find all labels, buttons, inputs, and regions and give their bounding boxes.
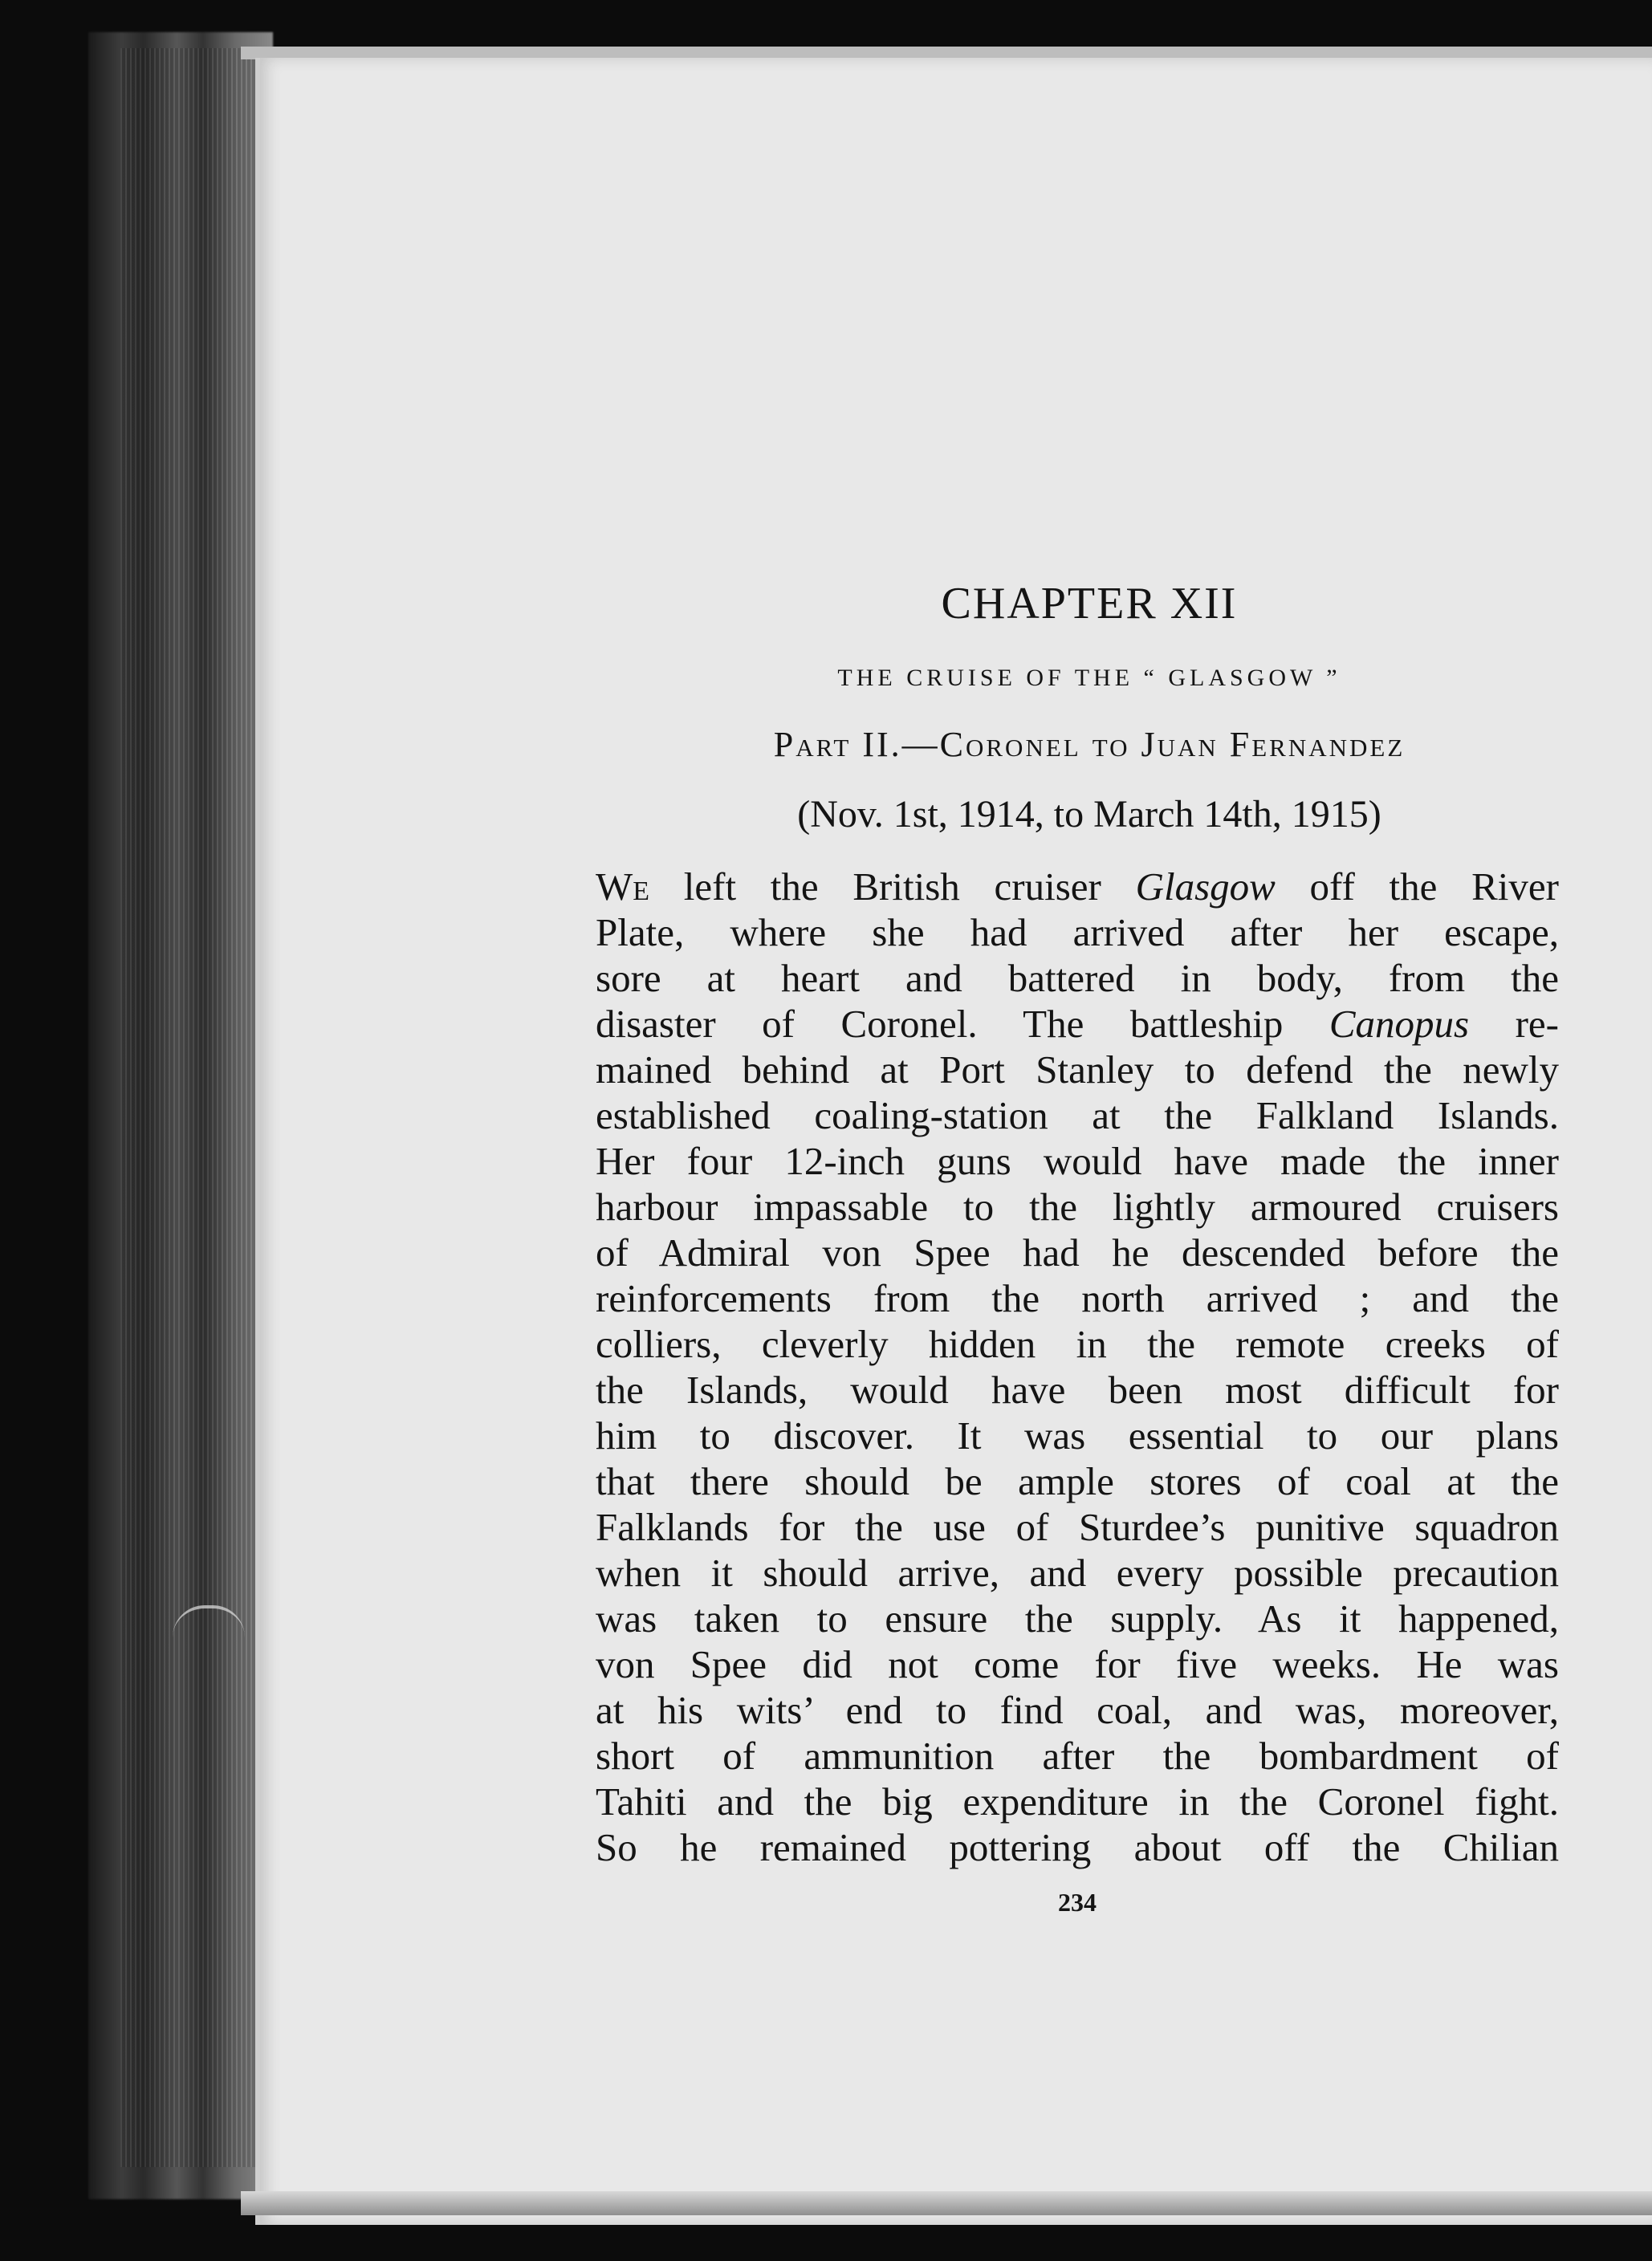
date-range: (Nov. 1st, 1914, to March 14th, 1915) xyxy=(797,793,1381,836)
page-number: 234 xyxy=(1058,1888,1097,1917)
part-heading: Part II.—Coronel to Juan Fernandez xyxy=(773,725,1406,764)
page-edges xyxy=(120,48,265,2167)
text-line: harbour impassable to the lightly armoured cruisers xyxy=(596,1185,1559,1229)
text-fragment: disaster of Coronel. The battleship xyxy=(596,1002,1329,1046)
first-word: We xyxy=(596,864,650,909)
text-line: established coaling-station at the Falkland Islands. xyxy=(596,1093,1559,1137)
text-line: the Islands, would have been most difficult for xyxy=(596,1368,1559,1412)
body-paragraph xyxy=(596,864,1559,1870)
text-line: of Admiral von Spee had he descended before the xyxy=(596,1230,1559,1275)
chapter-title: CHAPTER XII xyxy=(941,579,1238,628)
text-line: von Spee did not come for five weeks. He was xyxy=(596,1642,1559,1686)
text-line: Her four 12-inch guns would have made the inner xyxy=(596,1139,1559,1183)
text-line xyxy=(596,864,1559,909)
margin-mark xyxy=(173,1605,245,1657)
chapter-subtitle: THE CRUISE OF THE “ GLASGOW ” xyxy=(837,665,1341,691)
text-line: Falklands for the use of Sturdee’s punitive squadron xyxy=(596,1505,1559,1549)
ship-name: Glasgow xyxy=(1135,864,1276,909)
text-fragment: off the River xyxy=(1275,864,1559,909)
text-line: was taken to ensure the supply. As it happened, xyxy=(596,1596,1559,1641)
text-line: So he remained pottering about off the Chilian xyxy=(596,1825,1559,1869)
text-line: reinforcements from the north arrived ; and the xyxy=(596,1276,1559,1320)
text-fragment: re- xyxy=(1469,1002,1559,1046)
text-line: sore at heart and battered in body, from the xyxy=(596,956,1559,1000)
text-line: at his wits’ end to find coal, and was, moreover, xyxy=(596,1688,1559,1732)
text-line: Plate, where she had arrived after her escape, xyxy=(596,910,1559,954)
text-line: short of ammunition after the bombardment of xyxy=(596,1734,1559,1778)
text-line: when it should arrive, and every possible precaution xyxy=(596,1551,1559,1595)
page-bottom-edge xyxy=(241,2191,1652,2215)
text-line: him to discover. It was essential to our plans xyxy=(596,1413,1559,1458)
text-fragment: left the British cruiser xyxy=(649,864,1136,909)
text-line: Tahiti and the big expenditure in the Coronel fight. xyxy=(596,1779,1559,1824)
text-line: that there should be ample stores of coal at the xyxy=(596,1459,1559,1503)
text-line xyxy=(596,1001,1559,1047)
page-content xyxy=(596,578,1559,1917)
text-line: colliers, cleverly hidden in the remote creeks of xyxy=(596,1322,1559,1366)
ship-name: Canopus xyxy=(1329,1002,1470,1046)
text-line: mained behind at Port Stanley to defend the newly xyxy=(596,1047,1559,1092)
